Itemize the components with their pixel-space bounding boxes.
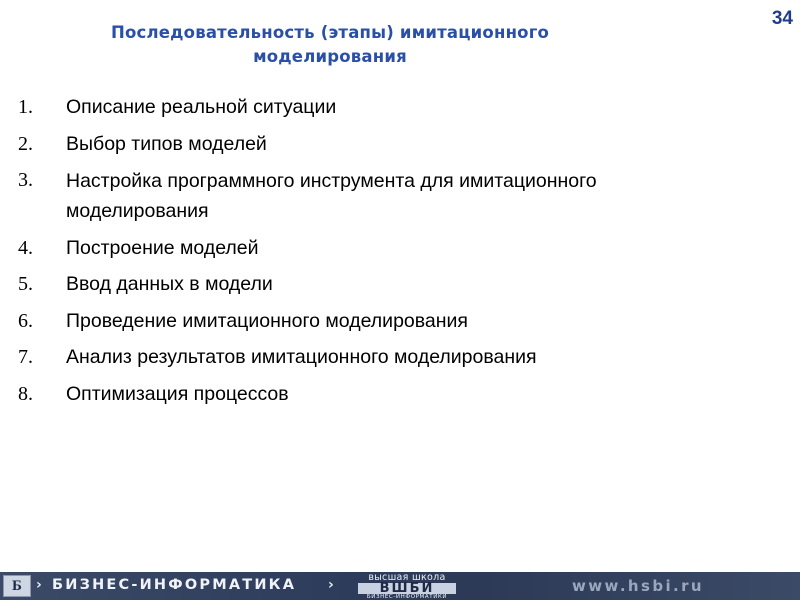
list-item-number: 6. xyxy=(18,309,33,332)
slide-title-line-1: Последовательность (этапы) имитационного xyxy=(110,23,550,42)
footer-banner xyxy=(0,572,800,600)
list-item-number: 2. xyxy=(18,132,33,155)
slide-number: 34 xyxy=(771,8,793,29)
list-item-text: Описание реальной ситуации xyxy=(66,96,337,118)
list-item-text: Проведение имитационного моделирования xyxy=(66,309,468,332)
slide-title-line-2: моделирования xyxy=(253,47,407,66)
list-item-text: Ввод данных в модели xyxy=(66,273,273,295)
list-item xyxy=(18,307,788,336)
list-item xyxy=(18,380,788,409)
footer-brand: БИЗНЕС-ИНФОРМАТИКА xyxy=(52,577,297,593)
school-name-bottom: БИЗНЕС-ИНФОРМАТИКИ xyxy=(366,594,448,600)
list-item-text: Построение моделей xyxy=(66,236,259,259)
footer-url: www.hsbi.ru xyxy=(572,577,704,595)
list-item-text: Выбор типов моделей xyxy=(66,132,267,155)
list-item-number: 8. xyxy=(18,382,33,405)
list-item-number: 4. xyxy=(18,236,33,259)
list-item xyxy=(18,93,788,122)
school-name-abbr: ВШБИ xyxy=(358,583,456,594)
list-item xyxy=(18,234,788,263)
list-item xyxy=(18,270,788,299)
list-item xyxy=(18,166,788,226)
list-item xyxy=(18,130,788,159)
school-name-top: высшая школа xyxy=(368,572,446,583)
school-name-logo xyxy=(346,573,468,599)
list-item-text: Анализ результатов имитационного моделирования xyxy=(66,346,537,368)
list-item-text: Настройка программного инструмента для имитационного моделирования xyxy=(66,170,597,222)
steps-list xyxy=(18,93,788,416)
list-item-number: 7. xyxy=(18,346,33,368)
list-item-text: Оптимизация процессов xyxy=(66,382,289,405)
slide-title xyxy=(60,21,600,69)
list-item-number: 1. xyxy=(18,96,33,118)
arrow-icon: › xyxy=(36,577,42,593)
list-item-number: 5. xyxy=(18,273,33,295)
list-item-number: 3. xyxy=(18,169,33,191)
list-item xyxy=(18,343,788,372)
arrow-icon: › xyxy=(328,577,334,593)
school-logo-icon: Б xyxy=(3,575,31,597)
